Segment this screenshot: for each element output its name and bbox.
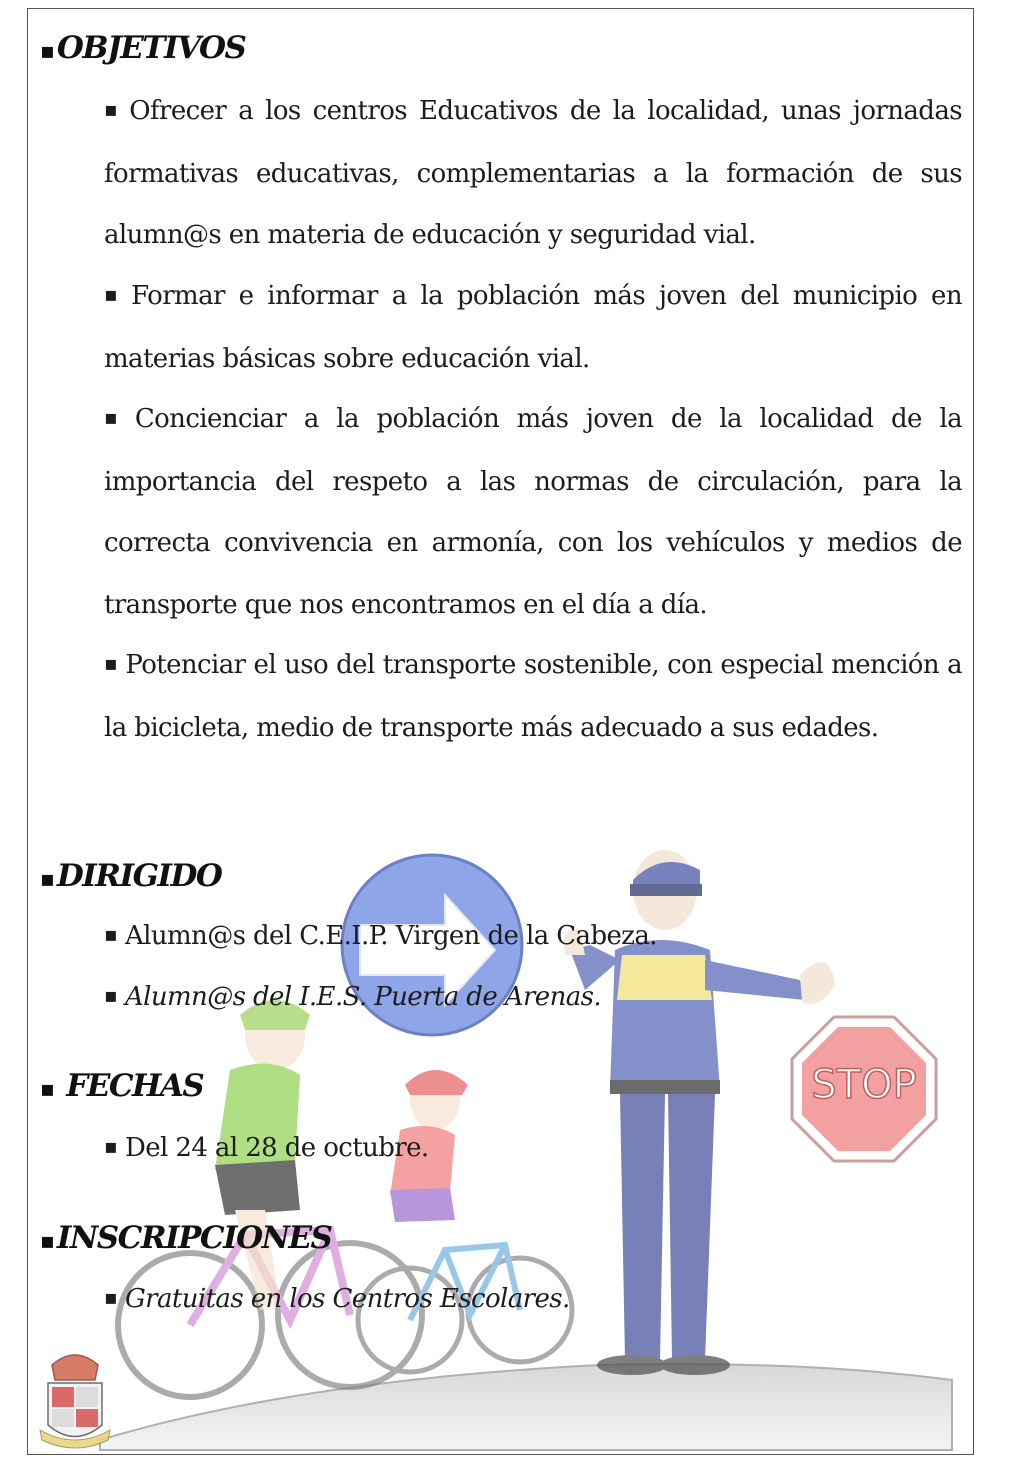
dirigido-item: ▪ Alumn@s del C.E.I.P. Virgen de la Cabeza. bbox=[104, 921, 657, 951]
objetivo-item: ▪ Concienciar a la población más joven de la localidad de la importancia del respeto a las normas de circulación, para la correcta convivencia en armonía, con los vehículos y medios de transporte que nos encontramos en el día a día. bbox=[104, 404, 962, 620]
bullet-icon: ▪ bbox=[104, 405, 127, 429]
bullet-icon: ▪ bbox=[104, 1285, 117, 1309]
bullet-icon: ▪ bbox=[104, 282, 124, 306]
inscripciones-item: ▪ Gratuitas en los Centros Escolares. bbox=[104, 1284, 570, 1314]
stop-sign-text: STOP bbox=[811, 1062, 917, 1108]
objetivo-item: ▪ Formar e informar a la población más joven del municipio en materias básicas sobre educación vial. bbox=[104, 281, 962, 374]
fechas-item: ▪ Del 24 al 28 de octubre. bbox=[104, 1133, 429, 1163]
heading-bullet-icon: ▪ bbox=[40, 1076, 55, 1102]
section-heading-inscripciones: ▪INSCRIPCIONES bbox=[40, 1220, 332, 1256]
section-heading-dirigido: ▪DIRIGIDO bbox=[40, 858, 222, 894]
objetivo-item: ▪ Potenciar el uso del transporte sostenible, con especial mención a la bicicleta, medio de transporte más adecuado a sus edades. bbox=[104, 650, 962, 743]
section-heading-fechas: ▪ FECHAS bbox=[40, 1068, 204, 1104]
bullet-icon: ▪ bbox=[104, 651, 118, 675]
section-heading-objetivos: ▪OBJETIVOS bbox=[40, 30, 246, 66]
heading-bullet-icon: ▪ bbox=[40, 1228, 55, 1254]
dirigido-item: ▪ Alumn@s del I.E.S. Puerta de Arenas. bbox=[104, 982, 602, 1012]
heading-bullet-icon: ▪ bbox=[40, 38, 55, 64]
bullet-icon: ▪ bbox=[104, 97, 122, 121]
bullet-icon: ▪ bbox=[104, 983, 117, 1007]
heading-bullet-icon: ▪ bbox=[40, 866, 55, 892]
objetivo-item: ▪ Ofrecer a los centros Educativos de la localidad, unas jornadas formativas educativas, complementarias a la formación de sus alumn@s en materia de educación y seguridad vial. bbox=[104, 96, 962, 250]
bullet-icon: ▪ bbox=[104, 1134, 117, 1158]
bullet-icon: ▪ bbox=[104, 922, 117, 946]
